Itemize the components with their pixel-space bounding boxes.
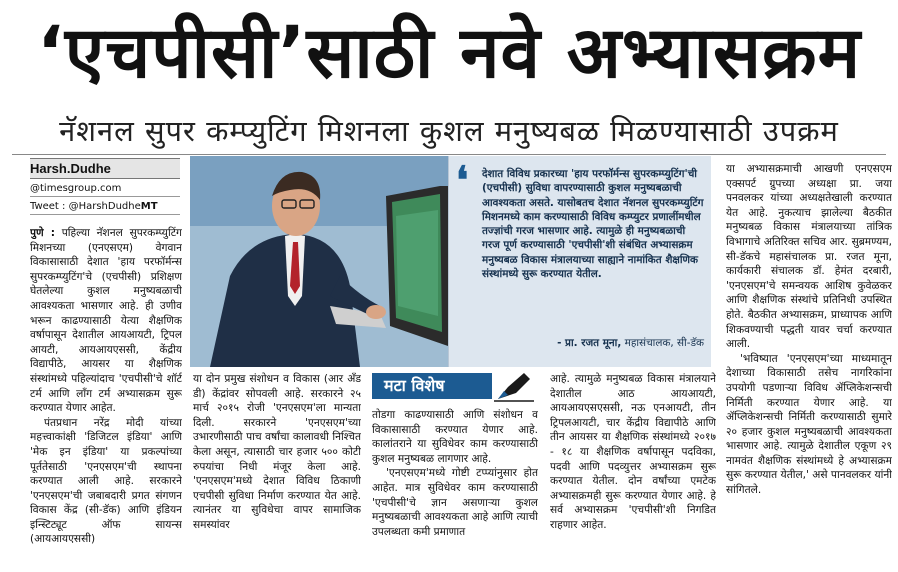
businessman-at-computer-illustration: [190, 156, 448, 367]
attribution-role: महासंचालक, सी-डॅक: [621, 337, 704, 349]
col3-para2: 'एनएसएम'मध्ये गोष्टी टप्प्यांनुसार होत आहेत. मात्र सुविधेवर काम करण्यासाठी 'एचपीसी'चे ज्ञान असणाऱ्या कुशल मनुष्यबळाची आवश्यकता आहे आणि त्याची उपलब्धता कमी प्रमाणात: [372, 467, 538, 538]
article-photo: [190, 156, 448, 367]
byline-twitter: [30, 197, 180, 215]
byline-name: Harsh.Dudhe: [30, 158, 180, 179]
article-column-4: [550, 372, 716, 572]
col3-para1: तोडगा काढण्यासाठी आणि संशोधन व विकासासाठी करण्यात येणार आहे. कालांतराने या सुविधेवर काम करण्यासाठी कुशल मनुष्यबळ लागणार आहे.: [372, 409, 538, 465]
byline-email: @timesgroup.com: [30, 179, 180, 197]
pull-quote-attribution: [482, 336, 704, 350]
col5-para1: या अभ्यासक्रमाची आखणी एनएसएम एक्सपर्ट ग्रुपच्या अध्यक्षा प्रा. जया पनवलकर यांच्या अध्यक्षतेखाली करण्यात येत आहे. नुकत्याच झालेल्या बैठकीत मनुष्यबळ विकास मंत्रालयाच्या तांत्रिक विभागाचे अतिरिक्त सचिव आर. सुब्रमण्यम, सी-डॅकचे महासंचालक प्रा. रजत मूना, कार्यकारी संचालक डॉ. हेमंत दरबारी, 'एनएसएम'चे समन्वयक आशिष कुवेळकर आणि शैक्षणिक संस्थांचे प्रतिनिधी उपस्थित होते. बैठकीत अभ्यासक्रम, प्राध्यापक आणि शिकवण्याची पद्धती यावर चर्चा करण्यात आली.: [726, 163, 892, 351]
article-column-3: [372, 408, 538, 572]
section-tag-label: मटा विशेष: [372, 373, 492, 399]
col2-para1: या दोन प्रमुख संशोधन व विकास (आर अँड डी) केंद्रांवर सोपवली आहे. सरकारने २५ मार्च २०१५ रोजी 'एनएसएम'ला मान्यता दिली. सरकारने 'एनएसएम'च्या उभारणीसाठी पाच वर्षांचा कालावधी निश्चित केला असून, त्यासाठी चार हजार ५०० कोटी रुपयांचा निधी मंजूर केला आहे. 'एनएसएम'मध्ये देशात विविध ठिकाणी एचपीसी सुविधा निर्माण करण्यात येत आहे. त्यानंतर या सुविधेचा वापर सामाजिक समस्यांवर: [193, 373, 361, 531]
twitter-suffix: MT: [140, 201, 158, 212]
quote-mark-icon: ❛: [456, 157, 469, 202]
col4-para1: आहे. त्यामुळे मनुष्यबळ विकास मंत्रालयाने देशातील आठ आयआयटी, आयआयएसएससी, नऊ एनआयटी, तीन ट्रिपलआयटी, चार केंद्रीय विद्यापीठे आणि तीन आयसर या शैक्षणिक संस्थांमध्ये २०१७ - १८ या शैक्षणिक वर्षापासून पदविका, पदवी आणि पदव्युत्तर अभ्यासक्रम सुरू करण्यात येतील. दोन वर्षांच्या एमटेक अभ्यासक्रमही सुरू करण्यात येणार आहे. हे सर्व अभ्यासक्रम 'एचपीसी'शी निगडित राहणार आहेत.: [550, 373, 716, 531]
article-column-1: [30, 226, 182, 572]
subheadline: नॅशनल सुपर कम्प्युटिंग मिशनला कुशल मनुष्यबळ मिळण्यासाठी उपक्रम: [59, 114, 839, 148]
pen-nib-icon: [494, 369, 534, 403]
pull-quote-text: देशात विविध प्रकारच्या 'हाय परफॉर्मन्स सुपरकम्प्युटिंग'ची (एचपीसी) सुविधा वापरण्यासाठी कुशल मनुष्यबळाची आवश्यकता असते. यासोबतच देशात नॅशनल सुपरकम्प्युटिंग मिशनमध्ये काम करण्यासाठी विविध कम्प्युटर प्रणालींमधील तज्ज्ञांची गरज भासणार आहे. त्यामुळे ही मनुष्यबळाची गरज पूर्ण करण्यासाठी 'एचपीसी'शी संबंधित अभ्यासक्रम मनुष्यबळ विकास मंत्रालयाच्या साह्याने नामांकित शैक्षणिक संस्थांमध्ये सुरू करण्यात येतील.: [482, 168, 704, 281]
col1-para1: पहिल्या नॅशनल सुपरकम्प्युटिंग मिशनच्या (एनएसएम) वेगवान विकासासाठी देशात 'हाय परफॉर्मन्स सुपरकम्प्युटिंग'चे (एचपीसी) प्रशिक्षण घेतलेल्या कुशल मनुष्यबळाची आवश्यकता भासणार आहे. ही उणीव भरून काढण्यासाठी येत्या शैक्षणिक वर्षापासून देशातील आयआयटी, ट्रिपल आयटी, आयआयएससी, केंद्रीय विद्यापीठे, आयसर या शैक्षणिक संस्थांमध्ये पहिल्यांदाच 'एचपीसी'चे शॉर्ट टर्म आणि लाँग टर्म अभ्यासक्रम सुरू करण्यात येणार आहेत.: [30, 227, 182, 415]
byline: [30, 158, 180, 215]
divider: [12, 154, 886, 155]
col1-para2: पंतप्रधान नरेंद्र मोदी यांच्या महत्त्वाकांक्षी 'डिजिटल इंडिया' आणि 'मेक इन इंडिया' या प्रकल्पांच्या पूर्ततेसाठी 'एनएसएम'ची स्थापना करण्यात आली आहे. सरकारने 'एनएसएम'ची जबाबदारी प्रगत संगणन विकास केंद्र (सी-डॅक) आणि इंडियन इन्स्टिट्यूट ऑफ सायन्स (आयआयएससी): [30, 416, 182, 546]
twitter-handle: Tweet : @HarshDudhe: [30, 201, 141, 212]
dateline: पुणे :: [30, 227, 56, 239]
section-tag: [372, 373, 538, 405]
attribution-name: - प्रा. रजत मूना,: [557, 337, 622, 349]
article-column-5: [726, 162, 892, 572]
article-column-2: [193, 372, 361, 572]
headline: ‘एचपीसी’साठी नवे अभ्यासक्रम: [36, 11, 862, 94]
col5-para2: 'भविष्यात 'एनएसएम'च्या माध्यमातून देशाच्या विकासाठी तसेच नागरिकांना उपयोगी पडणाऱ्या विविध ॲप्लिकेशन्सची निर्मिती करण्यात येणार आहे. या ॲप्लिकेशन्सची निर्मिती करण्यासाठी सुमारे २० हजार कुशल मनुष्यबळाची आवश्यकता भासणार आहे. त्यामुळे देशातील एकूण २९ नामवंत शैक्षणिक संस्थांमध्ये हे अभ्यासक्रम सुरू करण्यात येतील,' असे पानवलकर यांनी सांगितले.: [726, 352, 892, 497]
